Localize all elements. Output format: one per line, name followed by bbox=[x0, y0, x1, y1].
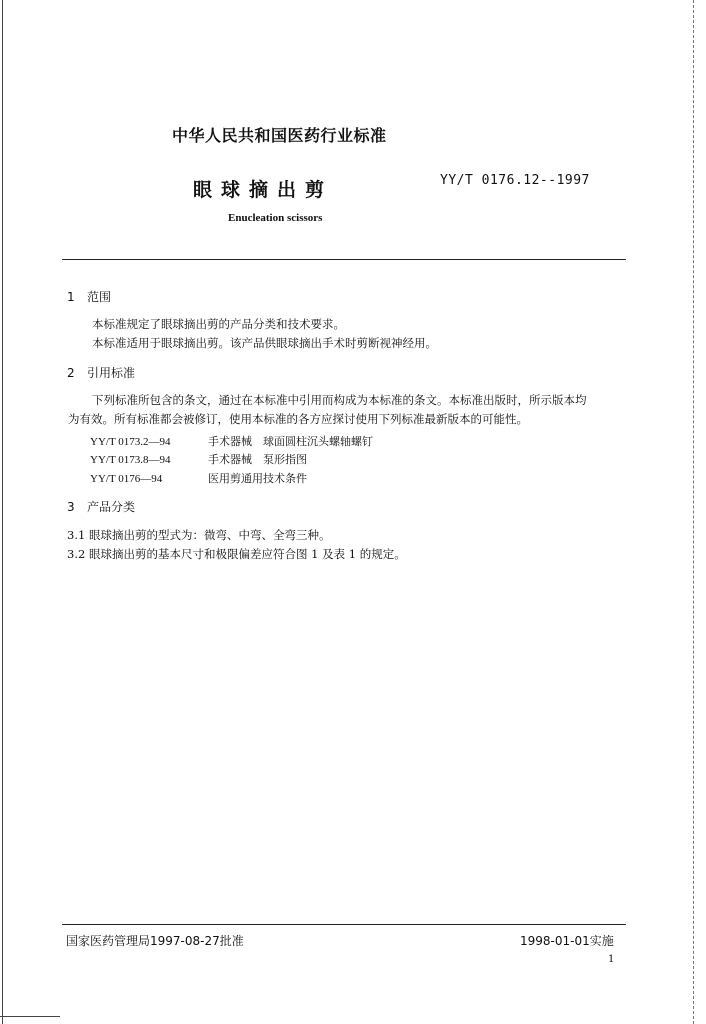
subclause-number: 3.1 bbox=[67, 528, 86, 542]
scan-edge-right bbox=[693, 0, 695, 1024]
english-title: Enucleation scissors bbox=[228, 212, 323, 224]
scan-edge-left bbox=[2, 0, 3, 1024]
reference-code: YY/T 0173.8—94 bbox=[90, 454, 171, 466]
reference-item bbox=[90, 433, 373, 449]
paragraph: 本标准规定了眼球摘出剪的产品分类和技术要求。 bbox=[92, 317, 345, 331]
section-number: 2 bbox=[67, 366, 75, 380]
reference-title: 医用剪通用技术条件 bbox=[208, 472, 307, 485]
reference-item bbox=[90, 451, 307, 467]
section-heading-scope bbox=[67, 288, 111, 305]
paragraph-line: 下列标准所包含的条文，通过在本标准中引用而构成为本标准的条文。本标准出版时，所示版本均 bbox=[92, 393, 587, 407]
section-number: 3 bbox=[67, 500, 75, 514]
section-heading-references bbox=[67, 364, 135, 381]
section-heading-classification bbox=[67, 498, 135, 515]
ministry-title: 中华人民共和国医药行业标准 bbox=[172, 126, 387, 145]
reference-title: 手术器械 泵形指图 bbox=[208, 453, 307, 466]
paragraph-line: 为有效。所有标准都会被修订，使用本标准的各方应探讨使用下列标准最新版本的可能性。 bbox=[68, 412, 528, 426]
header-rule bbox=[62, 259, 626, 260]
section-number: 1 bbox=[67, 290, 75, 304]
reference-code: YY/T 0176—94 bbox=[90, 473, 163, 485]
footer-rule bbox=[62, 924, 626, 925]
reference-title: 手术器械 球面圆柱沉头螺轴螺钉 bbox=[208, 435, 373, 448]
subclause-text: 眼球摘出剪的型式为：微弯、中弯、全弯三种。 bbox=[89, 528, 331, 542]
section-title: 引用标准 bbox=[87, 366, 136, 380]
subclause-text: 眼球摘出剪的基本尺寸和极限偏差应符合图 1 及表 1 的规定。 bbox=[89, 547, 406, 561]
subclause-item bbox=[67, 546, 406, 562]
paragraph: 本标准适用于眼球摘出剪。该产品供眼球摘出手术时剪断视神经用。 bbox=[92, 336, 437, 350]
subclause-number: 3.2 bbox=[67, 547, 86, 561]
section-title: 范围 bbox=[87, 290, 112, 304]
subclause-item bbox=[67, 527, 331, 543]
page-number: 1 bbox=[608, 954, 615, 965]
scan-corner-mark bbox=[0, 1016, 60, 1017]
reference-item bbox=[90, 470, 307, 486]
standard-number: YY/T 0176.12--1997 bbox=[440, 173, 590, 188]
implementation-date: 1998-01-01实施 bbox=[520, 934, 614, 948]
issue-note: 国家医药管理局1997-08-27批准 bbox=[66, 934, 244, 948]
section-title: 产品分类 bbox=[87, 500, 136, 514]
document-title: 眼球摘出剪 bbox=[193, 179, 334, 201]
reference-code: YY/T 0173.2—94 bbox=[90, 436, 171, 448]
